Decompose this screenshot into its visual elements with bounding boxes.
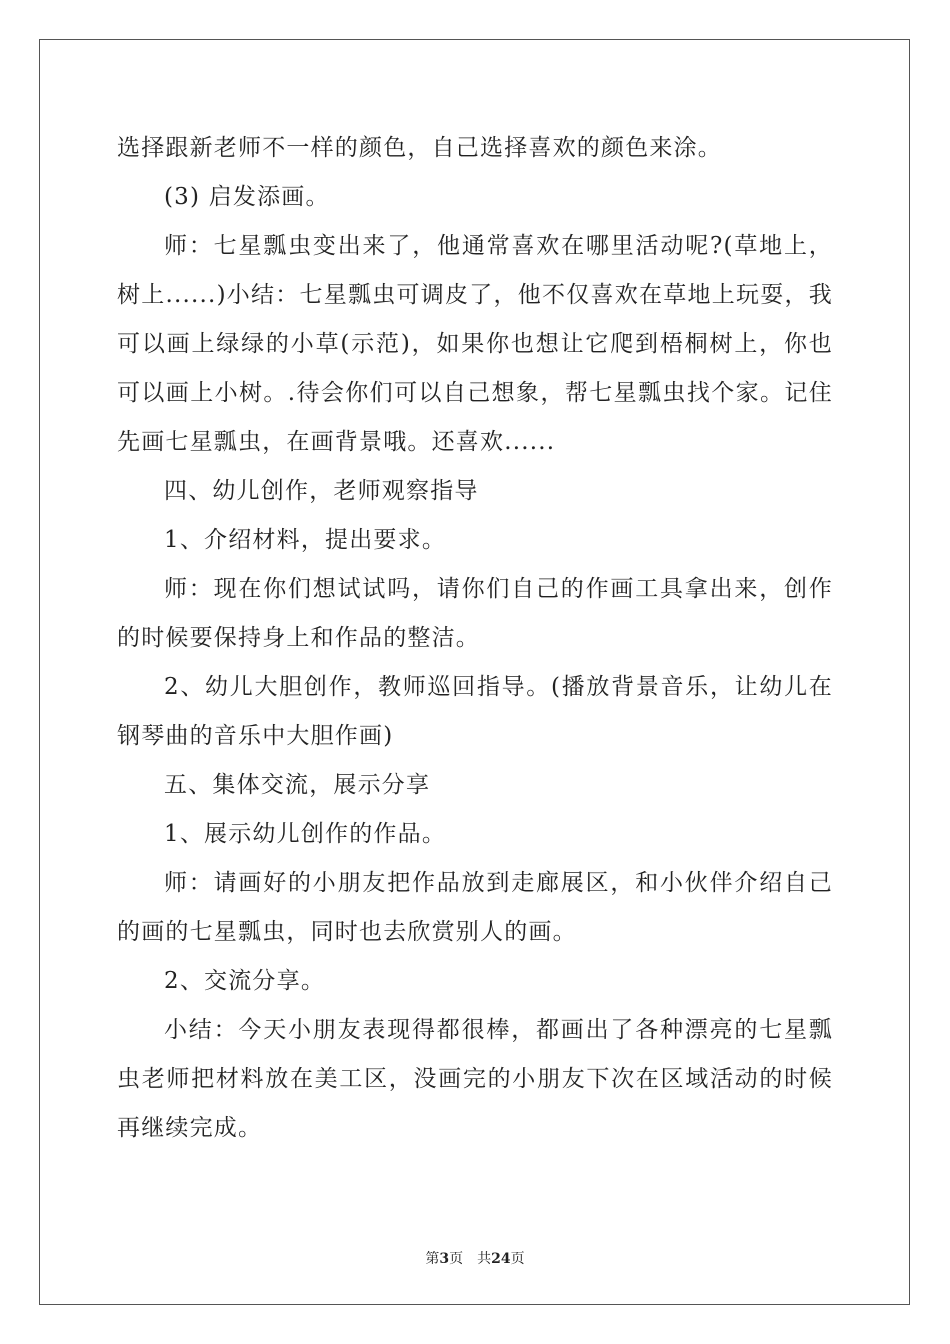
paragraph-12: 小结：今天小朋友表现得都很棒，都画出了各种漂亮的七星瓢虫老师把材料放在美工区，没画完的小朋友下次在区域活动的时候再继续完成。 (117, 1017, 833, 1141)
paragraph-9: 1、展示幼儿创作的作品。 (164, 821, 447, 847)
total-suffix: 页 (510, 1251, 525, 1267)
paragraph-5: 1、介绍材料，提出要求。 (164, 527, 447, 553)
document-body (117, 124, 833, 1153)
page-suffix: 页 (449, 1251, 464, 1267)
page-number: 3 (439, 1251, 450, 1267)
page-prefix: 第 (425, 1251, 440, 1267)
page-footer (0, 1248, 950, 1268)
paragraph-11: 2、交流分享。 (164, 968, 326, 994)
paragraph-3: 师：七星瓢虫变出来了，他通常喜欢在哪里活动呢?(草地上，树上......)小结：七星瓢虫可调皮了，他不仅喜欢在草地上玩耍，我可以画上绿绿的小草(示范)，如果你也想让它爬到梧桐树上，你也可以画上小树。.待会你们可以自己想象，帮七星瓢虫找个家。记住先画七星瓢虫，在画背景哦。还喜欢...... (117, 233, 833, 455)
total-prefix: 共 (477, 1251, 492, 1267)
paragraph-1: 选择跟新老师不一样的颜色，自己选择喜欢的颜色来涂。 (117, 135, 722, 161)
paragraph-10: 师：请画好的小朋友把作品放到走廊展区，和小伙伴介绍自己的画的七星瓢虫，同时也去欣赏别人的画。 (117, 870, 833, 945)
total-pages: 24 (491, 1251, 511, 1267)
section-heading-5: 五、集体交流，展示分享 (164, 772, 431, 798)
paragraph-7: 2、幼儿大胆创作，教师巡回指导。(播放背景音乐，让幼儿在钢琴曲的音乐中大胆作画) (117, 674, 833, 749)
paragraph-2: (3) 启发添画。 (164, 184, 330, 210)
section-heading-4: 四、幼儿创作，老师观察指导 (164, 478, 479, 504)
paragraph-6: 师：现在你们想试试吗，请你们自己的作画工具拿出来，创作的时候要保持身上和作品的整洁。 (117, 576, 833, 651)
